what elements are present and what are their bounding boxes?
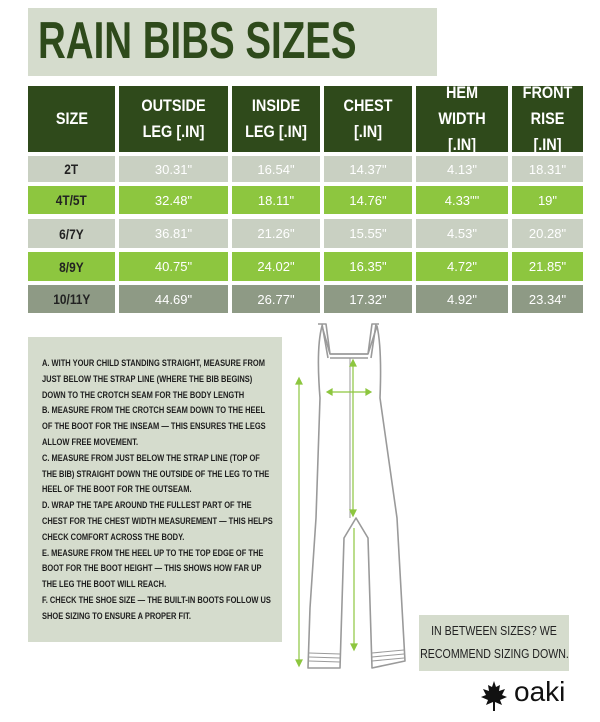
header-front-rise: FRONT RISE [.IN]	[512, 86, 583, 152]
size-cell: 10/11Y	[28, 285, 115, 313]
chest-cell: 14.76"	[324, 186, 412, 214]
outside-leg-cell: 40.75"	[119, 252, 228, 281]
measuring-instructions	[28, 337, 282, 642]
sizing-recommendation	[419, 615, 569, 671]
outside-leg-cell: 32.48"	[119, 186, 228, 214]
brand-logo-text: oaki	[514, 676, 566, 707]
size-cell: 4T/5T	[28, 186, 115, 214]
instruction-a: A. WITH YOUR CHILD STANDING STRAIGHT, MEASURE FROM JUST BELOW THE STRAP LINE (WHERE THE BIB BEGINS) DOWN TO THE CROTCH SEAM FOR THE BODY LENGTH	[42, 358, 265, 401]
inside-leg-cell: 21.26"	[232, 219, 320, 248]
rain-bibs-outline-icon	[282, 318, 417, 678]
inside-leg-cell: 18.11"	[232, 186, 320, 214]
inside-leg-cell: 26.77"	[232, 285, 320, 313]
header-inside-leg: INSIDE LEG [.IN]	[232, 86, 320, 152]
header-outside-leg: OUTSIDE LEG [.IN]	[119, 86, 228, 152]
inside-leg-cell: 24.02"	[232, 252, 320, 281]
instruction-f: F. CHECK THE SHOE SIZE — THE BUILT-IN BOOTS FOLLOW US SHOE SIZING TO ENSURE A PROPER FIT.	[42, 594, 271, 622]
instruction-e: E. MEASURE FROM THE HEEL UP TO THE TOP EDGE OF THE BOOT FOR THE BOOT HEIGHT — THIS SHOWS HOW FAR UP THE LEG THE BOOT WILL REACH.	[42, 547, 264, 591]
outside-leg-cell: 30.31"	[119, 156, 228, 182]
front-rise-cell: 18.31"	[512, 156, 583, 182]
front-rise-cell: 21.85"	[512, 252, 583, 281]
header-hem-width: HEM WIDTH [.IN]	[416, 86, 508, 152]
chest-cell: 14.37"	[324, 156, 412, 182]
table-row	[28, 186, 583, 214]
recommendation-line-1: IN BETWEEN SIZES? WE	[431, 624, 557, 638]
size-cell: 2T	[28, 156, 115, 182]
outside-leg-cell: 44.69"	[119, 285, 228, 313]
hem-width-cell: 4.53"	[416, 219, 508, 248]
front-rise-cell: 23.34"	[512, 285, 583, 313]
table-row	[28, 156, 583, 182]
instruction-c: C. MEASURE FROM JUST BELOW THE STRAP LINE (TOP OF THE BIB) STRAIGHT DOWN THE OUTSIDE OF THE LEG TO THE HEEL OF THE BOOT FOR THE OUTSEAM.	[42, 452, 270, 496]
hem-width-cell: 4.13"	[416, 156, 508, 182]
hem-width-cell: 4.92"	[416, 285, 508, 313]
hem-width-cell: 4.33""	[416, 186, 508, 214]
page-title: RAIN BIBS SIZES	[38, 12, 357, 70]
front-rise-cell: 20.28"	[512, 219, 583, 248]
chest-cell: 16.35"	[324, 252, 412, 281]
maple-leaf-icon	[480, 680, 508, 712]
header-chest: CHEST [.IN]	[324, 86, 412, 152]
instruction-b: B. MEASURE FROM THE CROTCH SEAM DOWN TO THE HEEL OF THE BOOT FOR THE INSEAM — THIS ENSURES THE LEGS ALLOW FREE MOVEMENT.	[42, 405, 266, 448]
outside-leg-cell: 36.81"	[119, 219, 228, 248]
table-row	[28, 219, 583, 248]
size-cell: 6/7Y	[28, 219, 115, 248]
recommendation-line-2: RECOMMEND SIZING DOWN.	[419, 647, 569, 661]
chest-cell: 17.32"	[324, 285, 412, 313]
inside-leg-cell: 16.54"	[232, 156, 320, 182]
front-rise-cell: 19"	[512, 186, 583, 214]
header-size: SIZE	[28, 86, 115, 152]
instruction-d: D. WRAP THE TAPE AROUND THE FULLEST PART OF THE CHEST FOR THE CHEST WIDTH MEASUREMENT — THIS HELPS CHECK COMFORT ACROSS THE BODY.	[42, 500, 273, 543]
chest-cell: 15.55"	[324, 219, 412, 248]
table-row	[28, 285, 583, 313]
hem-width-cell: 4.72"	[416, 252, 508, 281]
table-header-row	[28, 83, 583, 154]
table-row	[28, 252, 583, 281]
size-cell: 8/9Y	[28, 252, 115, 281]
